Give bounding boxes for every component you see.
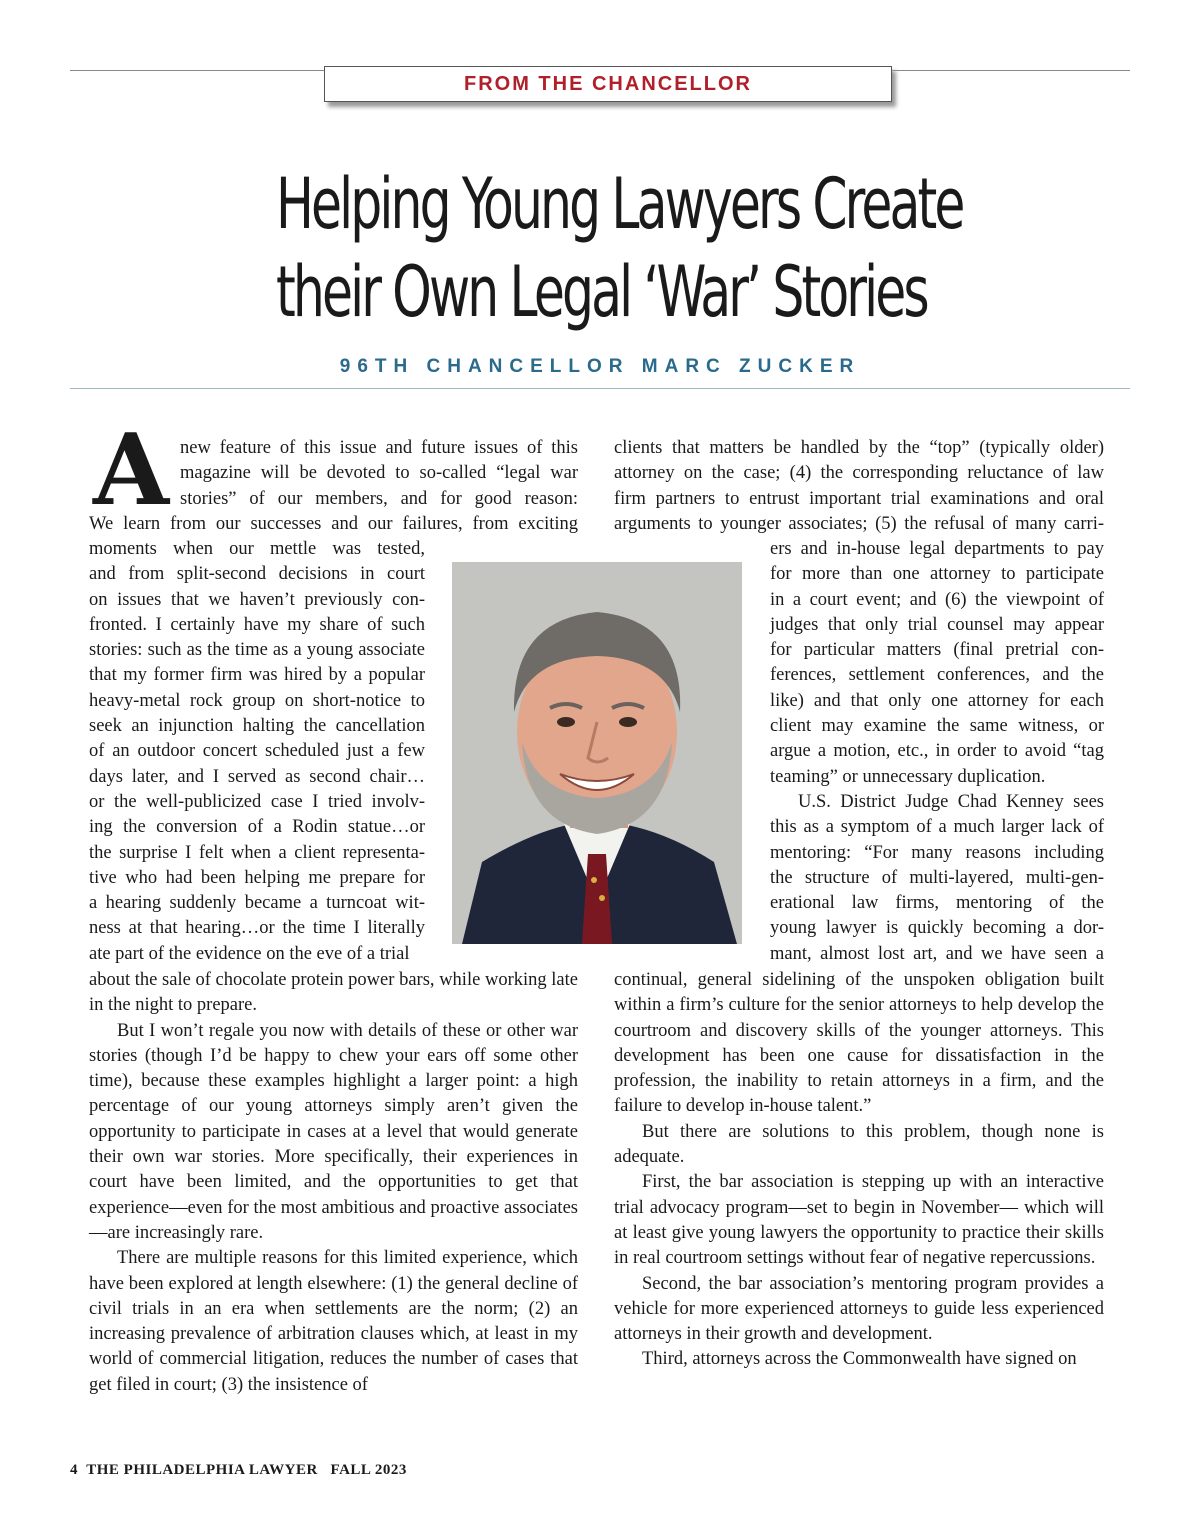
issue-date: FALL 2023 [330,1462,407,1478]
text-line: stories” of our members, and for good reason: [180,488,578,509]
paragraph: Third, attorneys across the Commonwealth have signed on [642,1349,1077,1370]
text-line: for more than one attorney to participate [770,564,1104,585]
text-line: ers and in-house legal departments to pay [770,539,1104,559]
publication-name: THE PHILADELPHIA LAWYER [86,1462,318,1478]
full-width-line [89,512,578,537]
text-line: new feature of this issue and future issues of this [180,438,578,458]
drop-cap: A [92,413,170,528]
photo-wrap-right-text [770,537,1104,967]
paragraph: But I won’t regale you now with details of these or other war stories (though I’d be happy to chew your ears off some other time), because these examples highlight a larger point: a high percentage of our young attorneys simply aren’t given the opportunity to participate in cases at a level that would generate their own war stories. More specifically, their experiences in court have been limited, and the opportunities to get that experience—even for the most ambitious and proactive associates—are increasingly rare. [89,1020,578,1243]
text-line: client may examine the same witness, or [770,716,1104,737]
text-line: firm partners to entrust important trial examinations and oral [614,488,1104,509]
left-column-body [89,968,578,1398]
portrait-illustration [452,562,742,944]
text-line: and from split-second decisions in court [89,564,425,585]
byline-rule [70,388,1130,389]
top-rule-left [70,70,328,71]
text-line: moments when our mettle was tested, [89,539,425,559]
text-line: argue a motion, etc., in order to avoid “tag [770,741,1104,762]
text-line: or the well-publicized case I tried involv- [89,791,425,812]
text-line: ferences, settlement conferences, and the [770,665,1104,686]
paragraph: Second, the bar association’s mentoring program provides a vehicle for more experienced attorneys to guide less experienced attorneys in their growth and development. [614,1273,1104,1345]
paragraph: First, the bar association is stepping up with an interactive trial advocacy program—set to begin in November— which will at least give young lawyers the opportunity to practice their skills in real courtroom settings without fear of negative repercussions. [614,1172,1104,1269]
dropcap-wrap-text [180,436,578,512]
text-line: the structure of multi-layered, multi-gen- [770,867,1104,888]
text-line: fronted. I certainly have my share of such [89,614,425,635]
section-tab [324,66,892,102]
paragraph: continual, general sidelining of the unspoken obligation built within a firm’s culture for the senior attorneys to help develop the courtroom and discovery skills of the younger attorneys. This development has been one cause for dissatisfaction in the profession, the inability to retain attorneys in a firm, and the failure to develop in-house talent.” [614,970,1104,1117]
text-line: young lawyer is quickly becoming a dor- [770,918,1104,939]
text-line: judges that only trial counsel may appear [770,614,1104,635]
text-line: erational law firms, mentoring of the [770,893,1104,914]
text-line: seek an injunction halting the cancellation [89,716,425,737]
right-column-top [614,436,1104,537]
text-line: days later, and I served as second chair… [89,766,425,787]
text-line: tive who had been helping me prepare for [89,867,425,888]
text-line: a hearing suddenly became a turncoat wit- [89,893,425,914]
section-label: FROM THE CHANCELLOR [464,73,752,95]
text-line: arguments to younger associates; (5) the refusal of many carri- [614,513,1104,534]
article-headline [276,160,963,336]
text-line: mentoring: “For many reasons including [770,842,1104,863]
text-line: in a court event; and (6) the viewpoint of [770,589,1104,610]
text-line: clients that matters be handled by the “top” (typically older) [614,438,1104,458]
text-line: ate part of the evidence on the eve of a trial [89,943,410,964]
headline-line-1: Helping Young Lawyers Create [276,163,963,245]
text-line: magazine will be devoted to so-called “legal war [180,463,578,484]
right-column-body [614,968,1104,1373]
byline: 96TH CHANCELLOR MARC ZUCKER [339,356,861,377]
text-line: ness at that hearing…or the time I literally [89,918,425,939]
text-line: U.S. District Judge Chad Kenney sees [798,791,1104,812]
text-line: heavy-metal rock group on short-notice to [89,690,425,711]
text-line: We learn from our successes and our failures, from exciting [89,514,578,534]
text-line: attorney on the case; (4) the corresponding reluctance of law [614,463,1104,484]
paragraph: But there are solutions to this problem, though none is adequate. [614,1121,1104,1168]
page-number: 4 [70,1462,78,1478]
text-line: on issues that we haven’t previously con- [89,589,425,610]
text-line: that my former firm was hired by a popular [89,665,425,686]
chancellor-portrait-photo [452,562,742,944]
photo-wrap-left-text [89,537,425,967]
text-line: this as a symptom of a much larger lack of [770,817,1104,838]
text-line: teaming” or unnecessary duplication. [770,766,1046,787]
text-line: ing the conversion of a Rodin statue…or [89,817,425,838]
paragraph: about the sale of chocolate protein power bars, while working late in the night to prepare. [89,970,578,1016]
text-line: like) and that only one attorney for each [770,690,1104,711]
text-line: for particular matters (final pretrial con- [770,640,1104,661]
text-line: mant, almost lost art, and we have seen a [770,943,1104,964]
text-line: the surprise I felt when a client representa- [89,842,425,863]
text-line: of an outdoor concert scheduled just a few [89,741,425,762]
headline-line-2: their Own Legal ‘War’ Stories [276,251,927,333]
page-footer [70,1462,407,1479]
text-line: stories: such as the time as a young associate [89,640,425,661]
paragraph: There are multiple reasons for this limited experience, which have been explored at length elsewhere: (1) the general decline of civil trials in an era when settlements are the norm; (2) an increasing prevalence of arbitration clauses which, at least in my world of commercial litigation, reduces the number of cases that get filed in court; (3) the insistence of [89,1248,578,1395]
top-rule-right [890,70,1130,71]
